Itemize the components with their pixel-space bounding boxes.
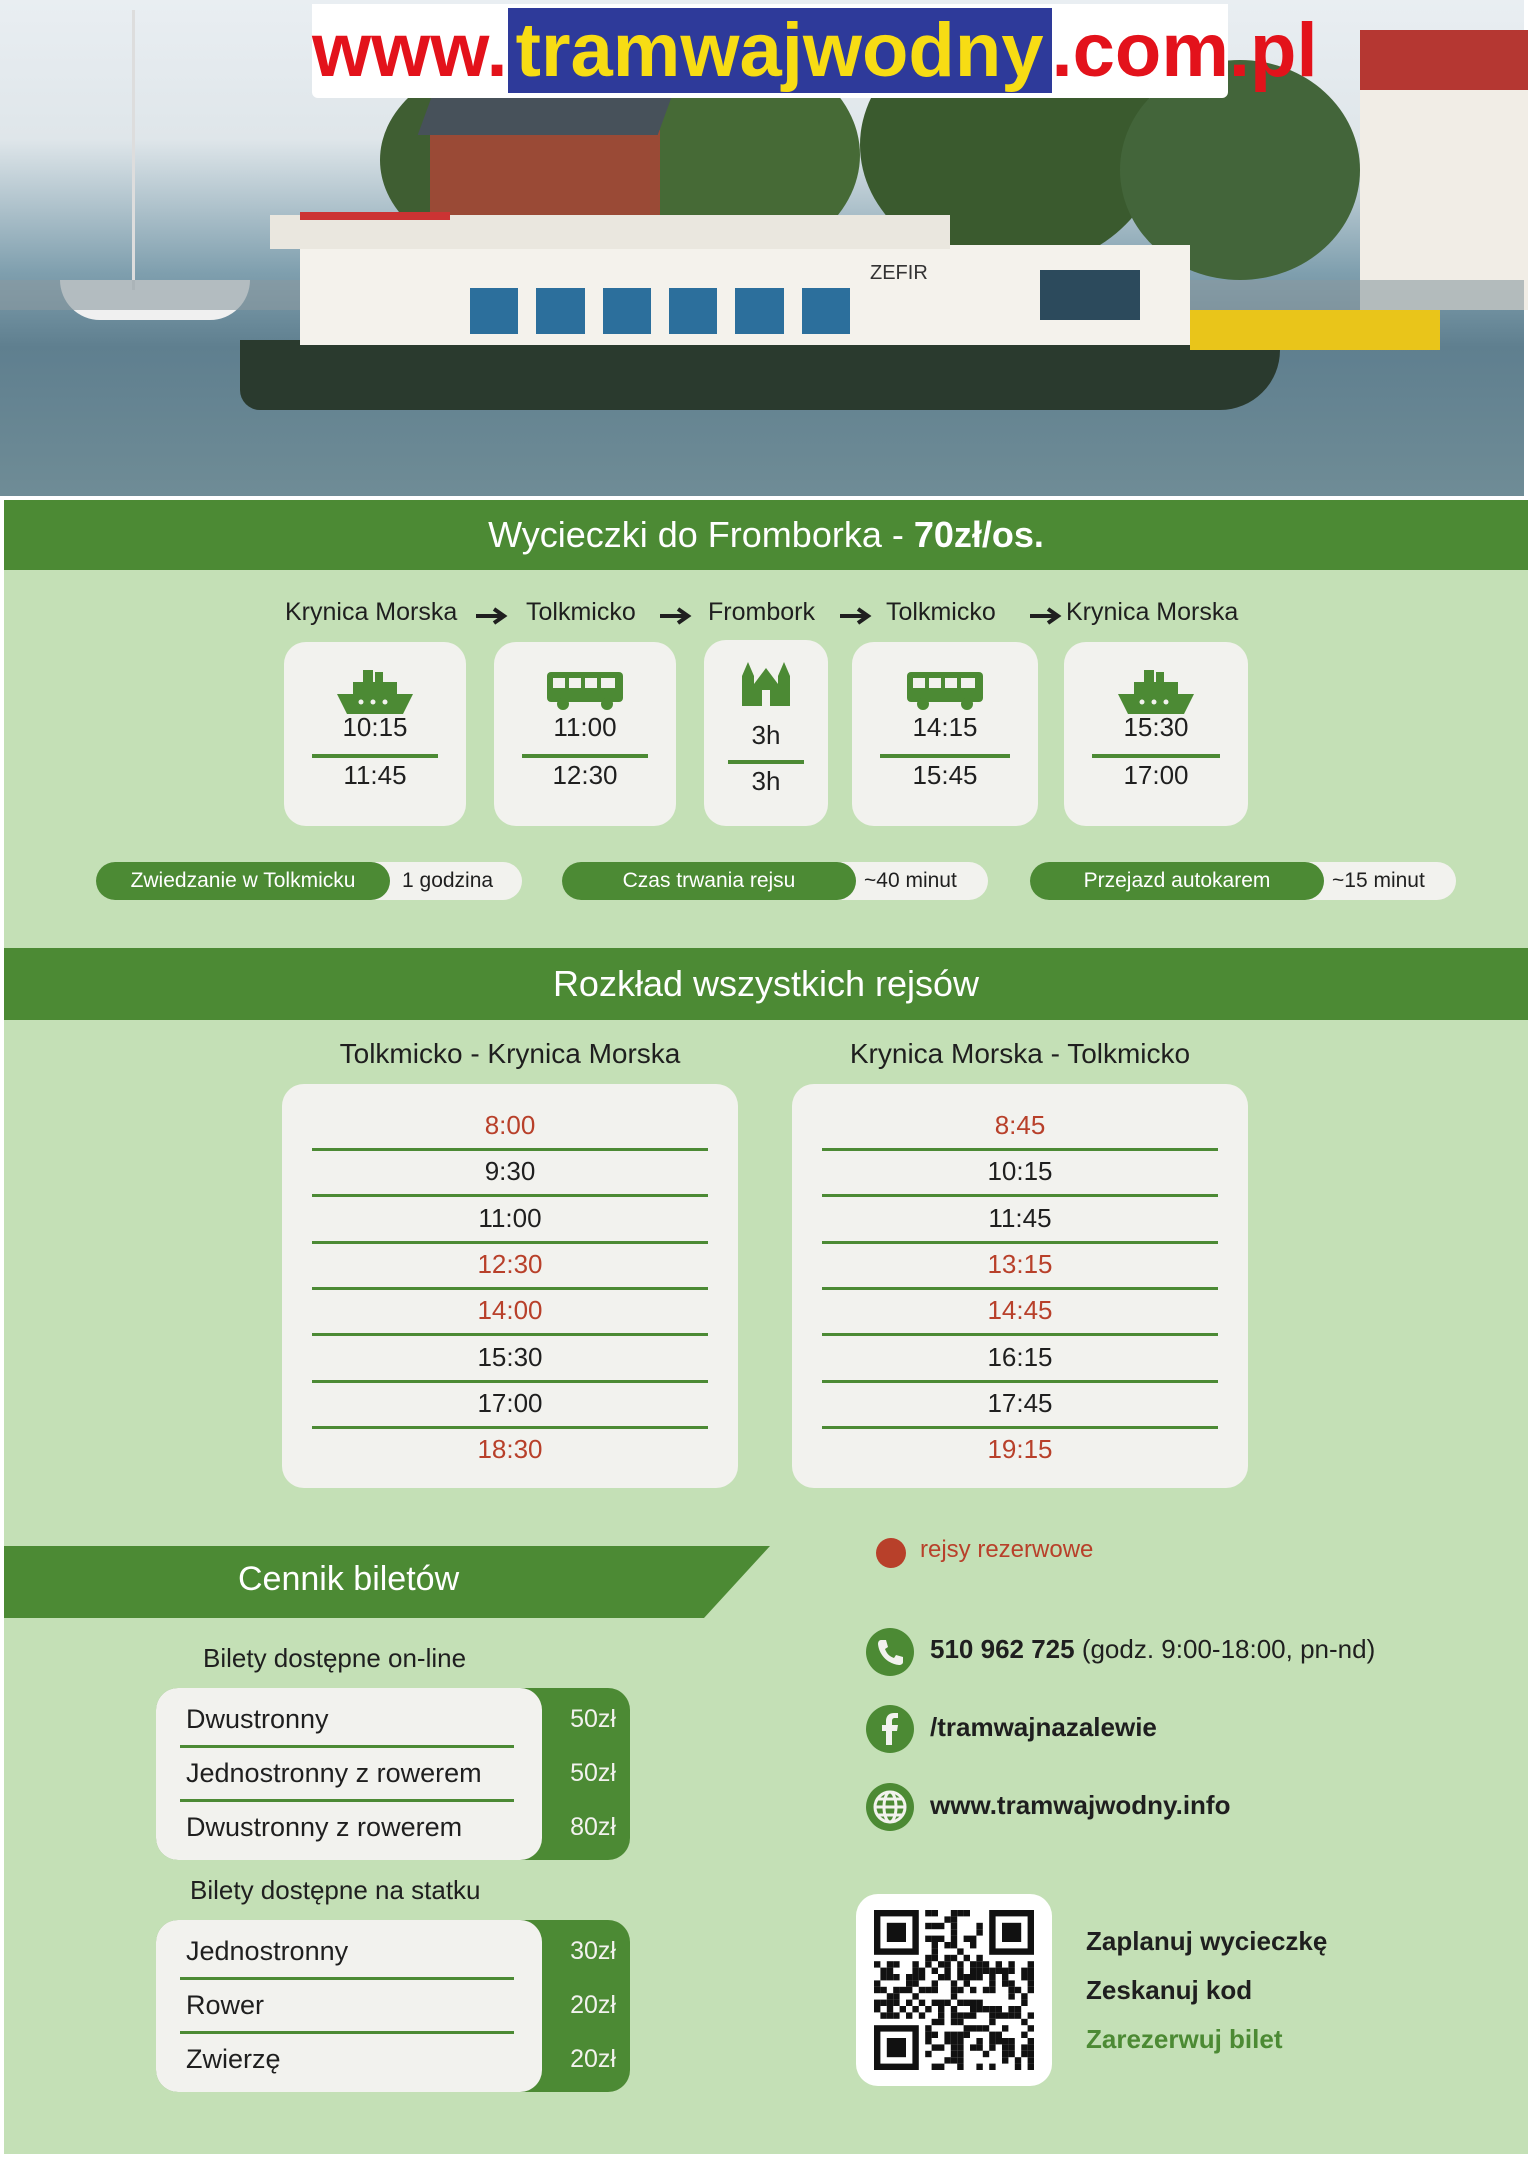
ticket-price: 20zł [570,1991,616,2019]
info-label: Czas trwania rejsu [562,862,856,900]
return-time: 11:45 [343,760,407,790]
ticket-name: Dwustronny [186,1704,329,1734]
ticket-price: 80zł [570,1813,616,1841]
facebook-icon [866,1705,914,1753]
ticket-name: Zwierzę [186,2044,281,2074]
info-label: Zwiedzanie w Tolkmicku [96,862,390,900]
info-value: ~40 minut [864,869,957,892]
hero-photo [0,0,1524,496]
globe-icon [866,1783,914,1831]
leg-card-1 [284,642,466,826]
info-value: ~15 minut [1332,869,1425,892]
leg-card-2 [494,642,676,826]
price-row [156,2032,630,2086]
schedule-row [822,1241,1218,1287]
departure-time: 13:15 [987,1248,1053,1279]
departure-time: 14:00 [477,1295,543,1326]
arrow-right-icon [660,606,694,626]
pricing-title: Cennik biletów [238,1560,460,1598]
departure-time: 17:45 [987,1387,1053,1418]
departure-time: 9:30 [484,1156,536,1187]
schedule-row [822,1148,1218,1194]
schedule-row [312,1241,708,1287]
schedule-row [822,1287,1218,1333]
qr-line-scan: Zeskanuj kod [1086,1975,1253,2005]
return-time: 12:30 [552,760,618,790]
bus-icon [905,670,985,712]
schedule-list-tolkmicko [282,1084,738,1488]
schedule-row [312,1102,708,1148]
visit-duration-2: 3h [751,766,781,796]
schedule-row [822,1380,1218,1426]
depart-time: 11:00 [553,712,617,742]
ticket-price: 20zł [570,2045,616,2073]
schedule-row [822,1102,1218,1148]
info-pill-bus [1030,862,1456,900]
website-banner [312,4,1318,98]
stop-1: Krynica Morska [285,598,458,626]
ticket-name: Jednostronny [186,1936,349,1966]
price-row [156,1924,630,1978]
schedule-row [822,1195,1218,1241]
departure-time: 15:30 [477,1341,543,1372]
departure-time: 19:15 [987,1434,1053,1465]
trip-price: 70zł/os. [913,514,1044,555]
departure-time: 17:00 [477,1387,543,1418]
info-label: Przejazd autokarem [1030,862,1324,900]
onboard-title: Bilety dostępne na statku [190,1875,481,1905]
leg-card-4 [852,642,1038,826]
arrow-right-icon [476,606,510,626]
phone-icon [866,1628,914,1676]
visit-duration: 3h [751,720,781,750]
departure-time: 10:15 [987,1156,1053,1187]
price-row [156,1692,630,1746]
phone-line[interactable] [930,1634,1375,1665]
phone-hours: (godz. 9:00-18:00, pn-nd) [1074,1634,1376,1664]
departure-time: 11:45 [988,1202,1052,1233]
qr-code-card [856,1894,1052,2086]
schedule-row [312,1426,708,1472]
arrow-right-icon [1030,606,1064,626]
qr-code-icon[interactable] [874,1910,1034,2070]
schedule-row [312,1334,708,1380]
stop-5: Krynica Morska [1066,598,1239,626]
ticket-price: 30zł [570,1937,616,1965]
schedule-column-title: Tolkmicko - Krynica Morska [339,1038,681,1069]
stop-2: Tolkmicko [526,598,636,626]
ship-icon [335,670,415,716]
departure-time: 8:00 [484,1110,536,1140]
house-photo-right [1360,70,1524,310]
facebook-link[interactable]: /tramwajnazalewie [930,1712,1157,1742]
online-prices [156,1688,630,1860]
arrow-right-icon [840,606,874,626]
departure-time: 18:30 [477,1434,543,1465]
leg-card-5 [1064,642,1248,826]
cathedral-icon [738,654,794,706]
ticket-price: 50zł [570,1705,616,1733]
schedule-row [312,1380,708,1426]
reserve-legend: rejsy rezerwowe [920,1536,1094,1563]
ticket-name: Dwustronny z rowerem [186,1812,463,1842]
price-row [156,1800,630,1854]
ticket-price: 50zł [570,1759,616,1787]
departure-time: 8:45 [994,1110,1046,1140]
url-prefix: www. [312,8,508,93]
schedule-row [312,1195,708,1241]
ship-icon [1116,670,1196,716]
departure-time: 11:00 [478,1202,542,1233]
trip-title-bar [4,500,1528,570]
stop-4: Tolkmicko [886,598,996,626]
schedule-column-title: Krynica Morska - Tolkmicko [849,1038,1191,1069]
return-time: 15:45 [912,760,978,790]
ticket-name: Rower [186,1990,265,2020]
return-time: 17:00 [1123,760,1189,790]
depart-time: 14:15 [912,712,978,742]
price-row [156,1746,630,1800]
bus-icon [545,670,625,712]
price-row [156,1978,630,2032]
leg-card-3 [704,640,828,826]
schedule-title: Rozkład wszystkich rejsów [552,963,980,1004]
qr-line-book: Zarezerwuj bilet [1086,2024,1283,2054]
info-pill-sightseeing [96,862,522,900]
ticket-name: Jednostronny z rowerem [186,1758,482,1788]
stop-3: Frombork [708,598,815,626]
boat-name: ZEFIR [870,262,928,284]
qr-line-plan: Zaplanuj wycieczkę [1086,1926,1328,1956]
departure-time: 16:15 [987,1341,1053,1372]
departure-time: 12:30 [477,1248,543,1279]
url-domain: tramwajwodny [508,8,1052,93]
trip-title-text: Wycieczki do Fromborka - [488,514,914,555]
depart-time: 15:30 [1123,712,1189,742]
online-title: Bilety dostępne on-line [203,1643,467,1673]
schedule-row [312,1148,708,1194]
reserve-dot-icon [876,1538,906,1568]
website-link[interactable]: www.tramwajwodny.info [930,1790,1231,1820]
url-suffix: .com.pl [1051,8,1318,93]
schedule-list-krynica [792,1084,1248,1488]
depart-time: 10:15 [342,712,408,742]
schedule-row [822,1334,1218,1380]
trip-title [4,500,1528,570]
departure-time: 14:45 [987,1295,1053,1326]
schedule-row [822,1426,1218,1472]
onboard-prices [156,1920,630,2092]
phone-number[interactable]: 510 962 725 [930,1634,1075,1664]
info-value: 1 godzina [402,869,494,892]
schedule-title-bar [4,948,1528,1020]
schedule-row [312,1287,708,1333]
info-pill-cruise [562,862,988,900]
